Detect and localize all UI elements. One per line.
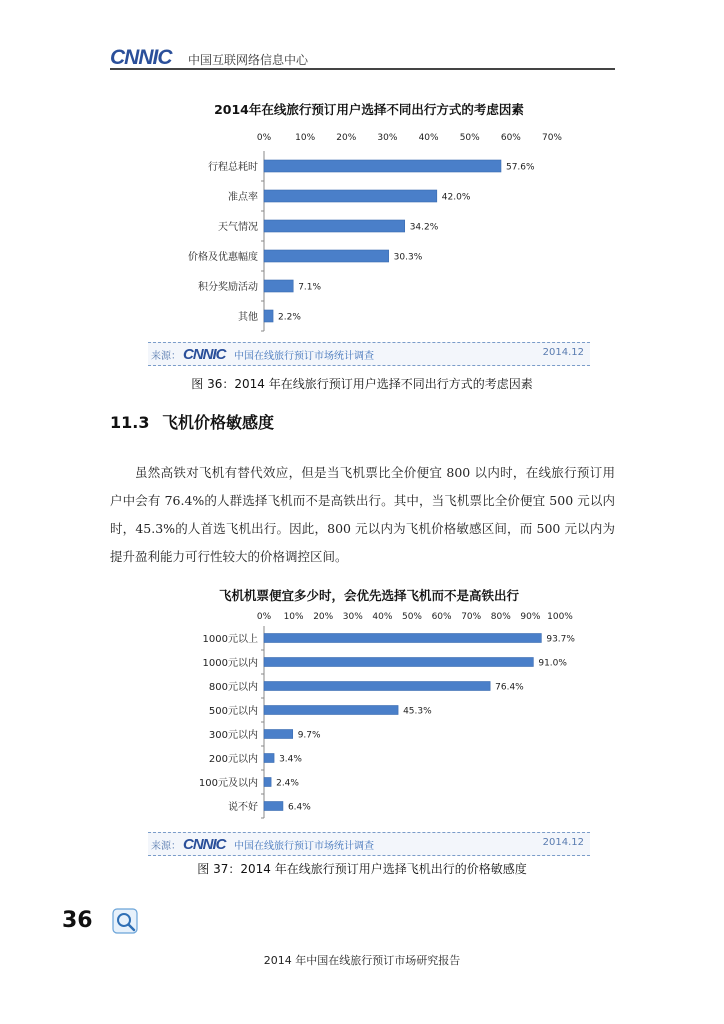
cnnic-logo [110,46,180,68]
section-heading [110,410,274,433]
data-label: 34.2% [409,222,439,233]
page-number: 36 [62,908,93,933]
data-label: 91.0% [538,658,567,669]
category-label: 1000元以上 [202,634,258,645]
x-tick-label: 0% [256,612,272,622]
bar [264,754,274,763]
cnnic-logo [183,346,233,362]
x-tick-label: 50% [459,133,480,143]
bar [264,802,283,811]
data-label: 7.1% [298,282,322,293]
figure-37-plot [148,608,590,836]
category-label: 价格及优惠幅度 [188,252,258,263]
figure-37-chart [148,582,590,827]
bar [264,682,490,691]
figure-37-title: 飞机机票便宜多少时，会优先选择飞机而不是高铁出行 [218,588,519,603]
cnnic-logo [183,836,233,852]
data-label: 2.2% [278,312,301,323]
bar [264,706,398,715]
figure-37-caption: 图 37：2014 年在线旅行预订用户选择飞机出行的价格敏感度 [197,862,527,876]
x-tick-label: 30% [342,612,363,622]
source-logo-text: CNNIC [183,346,226,362]
figure-36-caption: 图 36：2014 年在线旅行预订用户选择不同出行方式的考虑因素 [191,377,533,391]
source-date: 2014.12 [542,347,584,358]
bar [264,730,293,739]
category-label: 天气情况 [218,222,258,233]
category-label: 500元以内 [208,706,258,717]
category-label: 800元以内 [208,682,258,693]
data-label: 30.3% [393,252,423,263]
bar [264,658,533,667]
data-label: 93.7% [546,634,575,645]
source-label: 来源： [151,841,181,852]
data-label: 3.4% [279,754,302,765]
category-label: 其他 [238,312,258,323]
bar [264,778,271,787]
figure-36-plot [148,126,590,341]
data-label: 45.3% [403,706,432,717]
x-tick-label: 0% [256,133,272,143]
x-tick-label: 50% [401,612,423,622]
category-label: 300元以内 [208,730,258,741]
x-tick-label: 100% [547,612,573,622]
bar [264,310,273,322]
category-label: 积分奖励活动 [198,282,258,293]
x-tick-label: 70% [461,612,482,622]
x-tick-label: 20% [336,133,357,143]
data-label: 57.6% [505,162,535,173]
bar [264,220,405,232]
source-logo-text: CNNIC [183,836,226,852]
header-rule [110,68,615,70]
category-label: 准点率 [228,192,258,203]
source-label: 来源： [151,351,181,362]
data-label: 42.0% [441,192,471,203]
bar [264,190,437,202]
x-tick-label: 40% [372,612,393,622]
bar [264,280,293,292]
cnnic-logo-text: CNNIC [110,46,172,68]
category-label: 100元及以内 [198,778,258,789]
section-title: 飞机价格敏感度 [162,413,275,432]
figure-37-source-bar [148,832,590,856]
source-text: 中国在线旅行预订市场统计调查 [234,351,374,362]
x-tick-label: 10% [283,612,304,622]
x-tick-label: 40% [418,133,439,143]
x-tick-label: 70% [541,133,563,143]
x-tick-label: 90% [520,612,541,622]
source-text: 中国在线旅行预订市场统计调查 [234,841,374,852]
magnifier-icon [112,908,140,936]
x-tick-label: 60% [500,133,521,143]
source-date: 2014.12 [542,837,584,848]
x-tick-label: 10% [295,133,316,143]
category-label: 1000元以内 [202,658,258,669]
figure-36-source-bar [148,342,590,366]
data-label: 76.4% [495,682,524,693]
x-tick-label: 80% [490,612,511,622]
header-org-name: 中国互联网络信息中心 [188,53,309,67]
bar [264,250,389,262]
figure-36-chart [148,96,590,341]
bar [264,160,501,172]
data-label: 9.7% [297,730,321,741]
x-tick-label: 60% [431,612,452,622]
category-label: 200元以内 [208,754,258,765]
category-label: 行程总耗时 [208,162,258,173]
x-tick-label: 20% [313,612,334,622]
x-tick-label: 30% [377,133,398,143]
section-number: 11.3 [110,413,150,432]
body-paragraph: 虽然高铁对飞机有替代效应，但是当飞机票比全价便宜 800 以内时，在线旅行预订用户中会有 76.4%的人群选择飞机而不是高铁出行。其中，当飞机票比全价便宜 500 元以内时，45.3%的人首选飞机出行。因此，800 元以内为飞机价格敏感区间，而 500 元以内为提升盈利能力可行性较大的价格调控区间。 [110,465,615,564]
category-label: 说不好 [228,802,258,813]
figure-36-title: 2014年在线旅行预订用户选择不同出行方式的考虑因素 [214,102,524,117]
footer-report-title: 2014 年中国在线旅行预订市场研究报告 [263,954,461,967]
data-label: 2.4% [276,778,299,789]
data-label: 6.4% [287,802,311,813]
bar [264,634,541,643]
